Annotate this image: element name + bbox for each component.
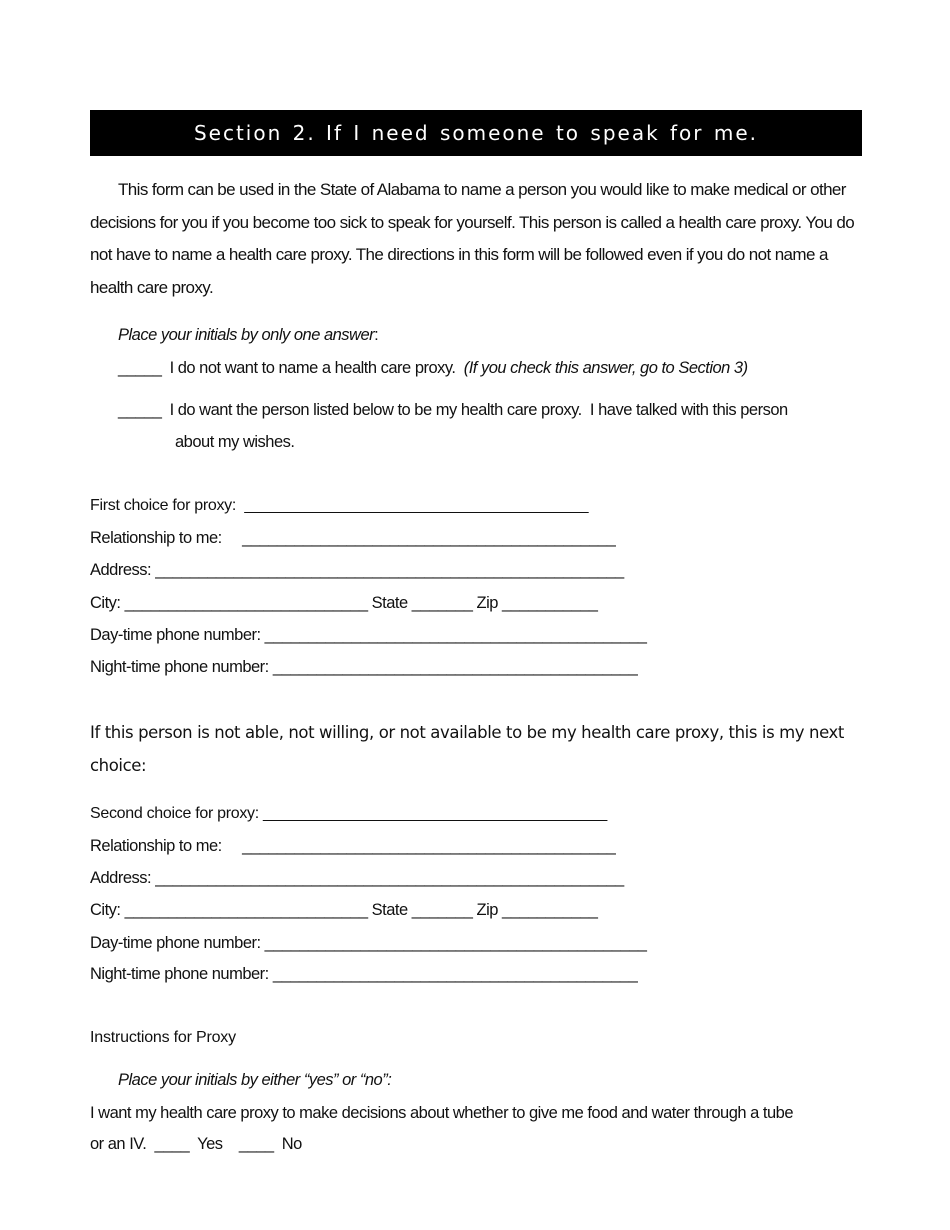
first-city-state-zip-field[interactable]: City: ____________________________ State _______ Zip ___________ xyxy=(90,594,598,612)
next-choice-paragraph: If this person is not able, not willing, or not available to be my health care proxy, this is my next choice: xyxy=(90,723,844,775)
option-no-proxy[interactable] xyxy=(118,359,748,378)
option-no-proxy-text: I do not want to name a health care proxy. xyxy=(169,359,456,377)
second-day-phone-field[interactable]: Day-time phone number: ____________________________________________ xyxy=(90,934,647,952)
option-name-proxy-text-cont: about my wishes. xyxy=(175,433,295,451)
option-name-proxy-text: I do want the person listed below to be my health care proxy. I have talked with this person xyxy=(169,401,788,419)
section-title-banner xyxy=(90,110,862,156)
first-night-phone-field[interactable]: Night-time phone number: __________________________________________ xyxy=(90,658,638,676)
option-name-proxy[interactable] xyxy=(118,401,788,420)
second-choice-field[interactable]: Second choice for proxy: ________________________________________ xyxy=(90,805,607,822)
instructions-heading: Instructions for Proxy xyxy=(90,1029,236,1046)
food-water-answer[interactable]: or an IV. ____ Yes ____ No xyxy=(90,1135,302,1153)
option-no-proxy-note: (If you check this answer, go to Section 3) xyxy=(463,359,748,377)
initials-prompt-colon: : xyxy=(374,326,379,344)
yes-no-prompt: Place your initials by either “yes” or “no”: xyxy=(118,1071,392,1089)
second-address-field[interactable]: Address: ______________________________________________________ xyxy=(90,869,624,887)
first-day-phone-field[interactable]: Day-time phone number: ____________________________________________ xyxy=(90,626,647,644)
option-no-proxy-blank[interactable]: _____ xyxy=(118,359,162,377)
second-night-phone-field[interactable]: Night-time phone number: __________________________________________ xyxy=(90,965,638,983)
intro-paragraph: This form can be used in the State of Alabama to name a person you would like to make medical or other decisions for you if you become too sick to speak for yourself. This person is called a health care proxy. You do not have to name a health care proxy. The directions in this form will be followed even if you do not name a health care proxy. xyxy=(90,180,855,297)
option-name-proxy-blank[interactable]: _____ xyxy=(118,401,162,419)
first-choice-field[interactable]: First choice for proxy: ________________________________________ xyxy=(90,497,589,514)
initials-prompt xyxy=(118,326,378,345)
initials-prompt-text: Place your initials by only one answer xyxy=(118,326,375,344)
food-water-question: I want my health care proxy to make decisions about whether to give me food and water through a tube xyxy=(90,1104,794,1122)
first-address-field[interactable]: Address: ______________________________________________________ xyxy=(90,561,624,579)
section-title: Section 2. If I need someone to speak for me. xyxy=(193,121,759,145)
first-relationship-field[interactable]: Relationship to me: ___________________________________________ xyxy=(90,529,616,547)
second-relationship-field[interactable]: Relationship to me: ___________________________________________ xyxy=(90,837,616,855)
second-city-state-zip-field[interactable]: City: ____________________________ State _______ Zip ___________ xyxy=(90,901,598,919)
